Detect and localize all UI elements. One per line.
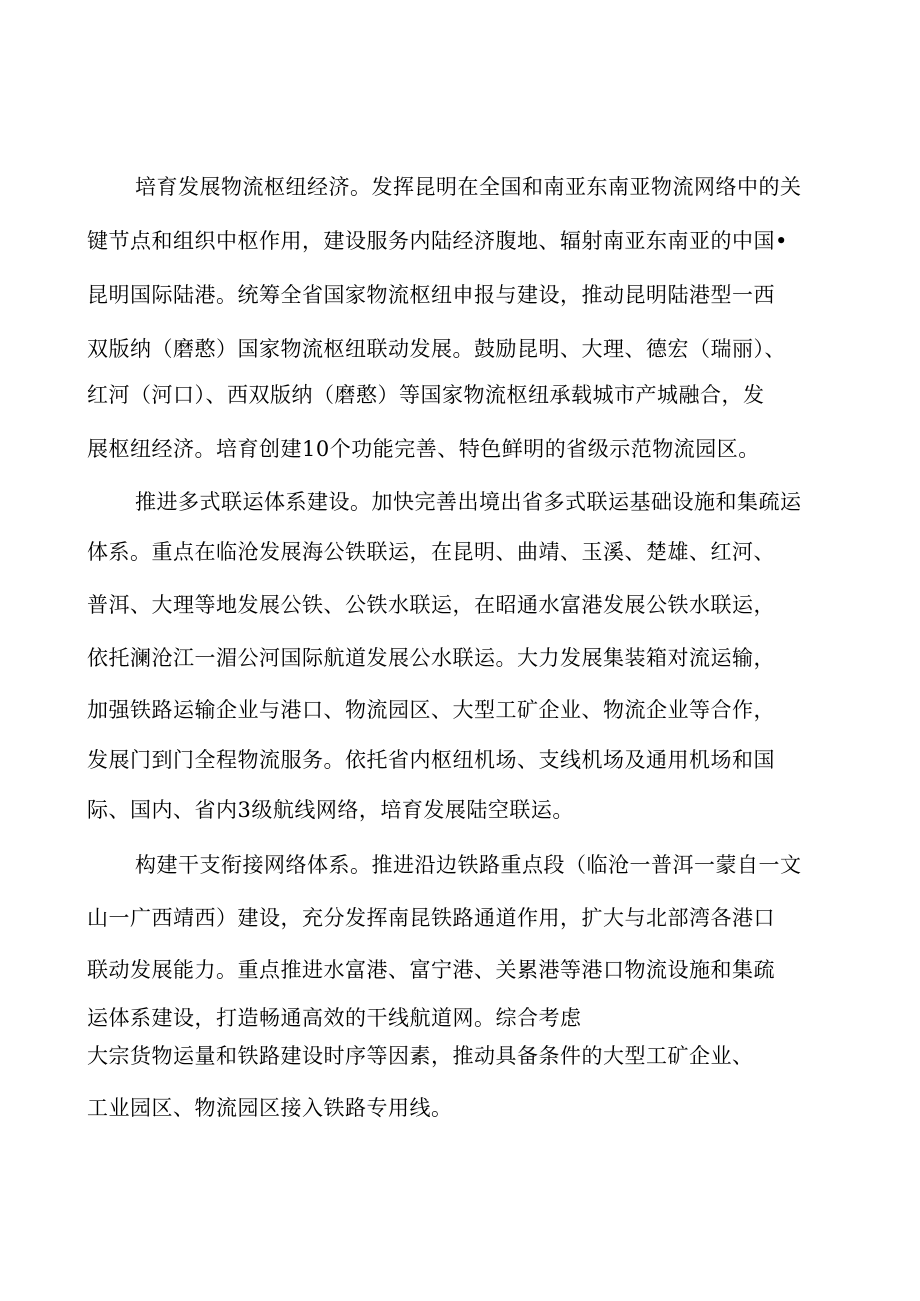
- paragraph-3-line-6: 工业园区、物流园区接入铁路专用线。: [87, 1096, 453, 1120]
- paragraph-3-line-1: 构建干支衔接网络体系。推进沿边铁路重点段（临沧一普洱一蒙自一文: [135, 853, 802, 877]
- paragraph-3-line-4: 运体系建设，打造畅通高效的干线航道网。综合考虑: [87, 1006, 582, 1030]
- paragraph-2-line-6: 发展门到门全程物流服务。依托省内枢纽机场、支线机场及通用机场和国: [87, 748, 775, 772]
- paragraph-2-line-3: 普洱、大理等地发展公铁、公铁水联运，在昭通水富港发展公铁水联运，: [87, 593, 775, 617]
- paragraph-3-line-2: 山一广西靖西）建设，充分发挥南昆铁路通道作用，扩大与北部湾各港口: [87, 906, 775, 930]
- paragraph-1-line-6: 展枢纽经济。培育创建10个功能完善、特色鲜明的省级示范物流园区。: [87, 437, 760, 461]
- paragraph-1-line-5: 红河（河口）、西双版纳（磨憨）等国家物流枢纽承载城市产城融合，发: [87, 383, 765, 407]
- paragraph-2-line-5: 加强铁路运输企业与港口、物流园区、大型工矿企业、物流企业等合作，: [87, 698, 775, 722]
- paragraph-1-line-4: 双版纳（磨憨）国家物流枢纽联动发展。鼓励昆明、大理、德宏（瑞丽）、: [87, 337, 786, 361]
- paragraph-1-line-2: 键节点和组织中枢作用，建设服务内陆经济腹地、辐射南亚东南亚的中国•: [87, 229, 788, 253]
- paragraph-1-line-1: 培育发展物流枢纽经济。发挥昆明在全国和南亚东南亚物流网络中的关: [135, 175, 802, 199]
- paragraph-2-line-4: 依托澜沧江一湄公河国际航道发展公水联运。大力发展集装箱对流运输，: [87, 646, 775, 670]
- paragraph-2-line-2: 体系。重点在临沧发展海公铁联运，在昆明、曲靖、玉溪、楚雄、红河、: [87, 540, 775, 564]
- paragraph-2-line-1: 推进多式联运体系建设。加快完善出境出省多式联运基础设施和集疏运: [135, 490, 802, 514]
- paragraph-3-line-3: 联动发展能力。重点推进水富港、富宁港、关累港等港口物流设施和集疏: [87, 958, 775, 982]
- paragraph-2-line-7: 际、国内、省内3级航线网络，培育发展陆空联运。: [87, 798, 574, 822]
- paragraph-3-line-5: 大宗货物运量和铁路建设时序等因素，推动具备条件的大型工矿企业、: [87, 1044, 754, 1068]
- paragraph-1-line-3: 昆明国际陆港。统筹全省国家物流枢纽申报与建设，推动昆明陆港型一西: [87, 283, 775, 307]
